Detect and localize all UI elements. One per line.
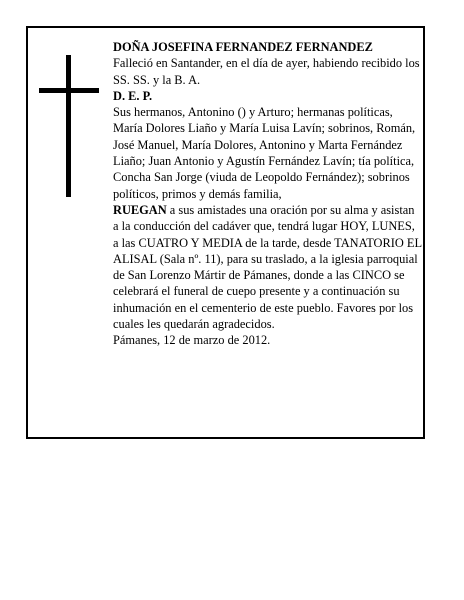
obituary-notice [26,26,425,439]
notice-text [113,39,423,349]
cross-vertical-bar [66,55,71,197]
death-info: Falleció en Santander, en el día de ayer, habiendo recibido los SS. SS. y la B. A. [113,56,420,87]
deceased-name: DOÑA JOSEFINA FERNANDEZ FERNANDEZ [113,40,373,54]
place-date: Pámanes, 12 de marzo de 2012. [113,333,271,348]
rest-in-peace: D. E. P. [113,88,153,103]
cross-horizontal-bar [39,88,99,93]
cross-icon [39,55,99,197]
request-lead: RUEGAN [113,202,167,217]
request-paragraph [113,202,423,332]
family-list: Sus hermanos, Antonino () y Arturo; hermanas políticas, María Dolores Liaño y María Luisa Lavín; sobrinos, Román, José Manuel, María Dolores, Antonino y Marta Fernández Liaño; Juan Antonio y Agustín Fernández Lavín; tía política, Concha San Jorge (viuda de Leopoldo Fernández); sobrinos políticos, primos y demás familia, [113,105,416,201]
request-body: a sus amistades una oración por su alma y asistan a la conducción del cadáver que, tendrá lugar HOY, LUNES, a las CUATRO Y MEDIA de la tarde, desde TANATORIO EL ALISAL (Sala nº. 11), para su traslado, a la iglesia parroquial de San Lorenzo Mártir de Pámanes, donde a las CINCO se celebrará el funeral de cuepo presente y a continuación su inhumación en el cementerio de este pueblo. Favores por los cuales les quedarán agradecidos. [113,202,422,332]
